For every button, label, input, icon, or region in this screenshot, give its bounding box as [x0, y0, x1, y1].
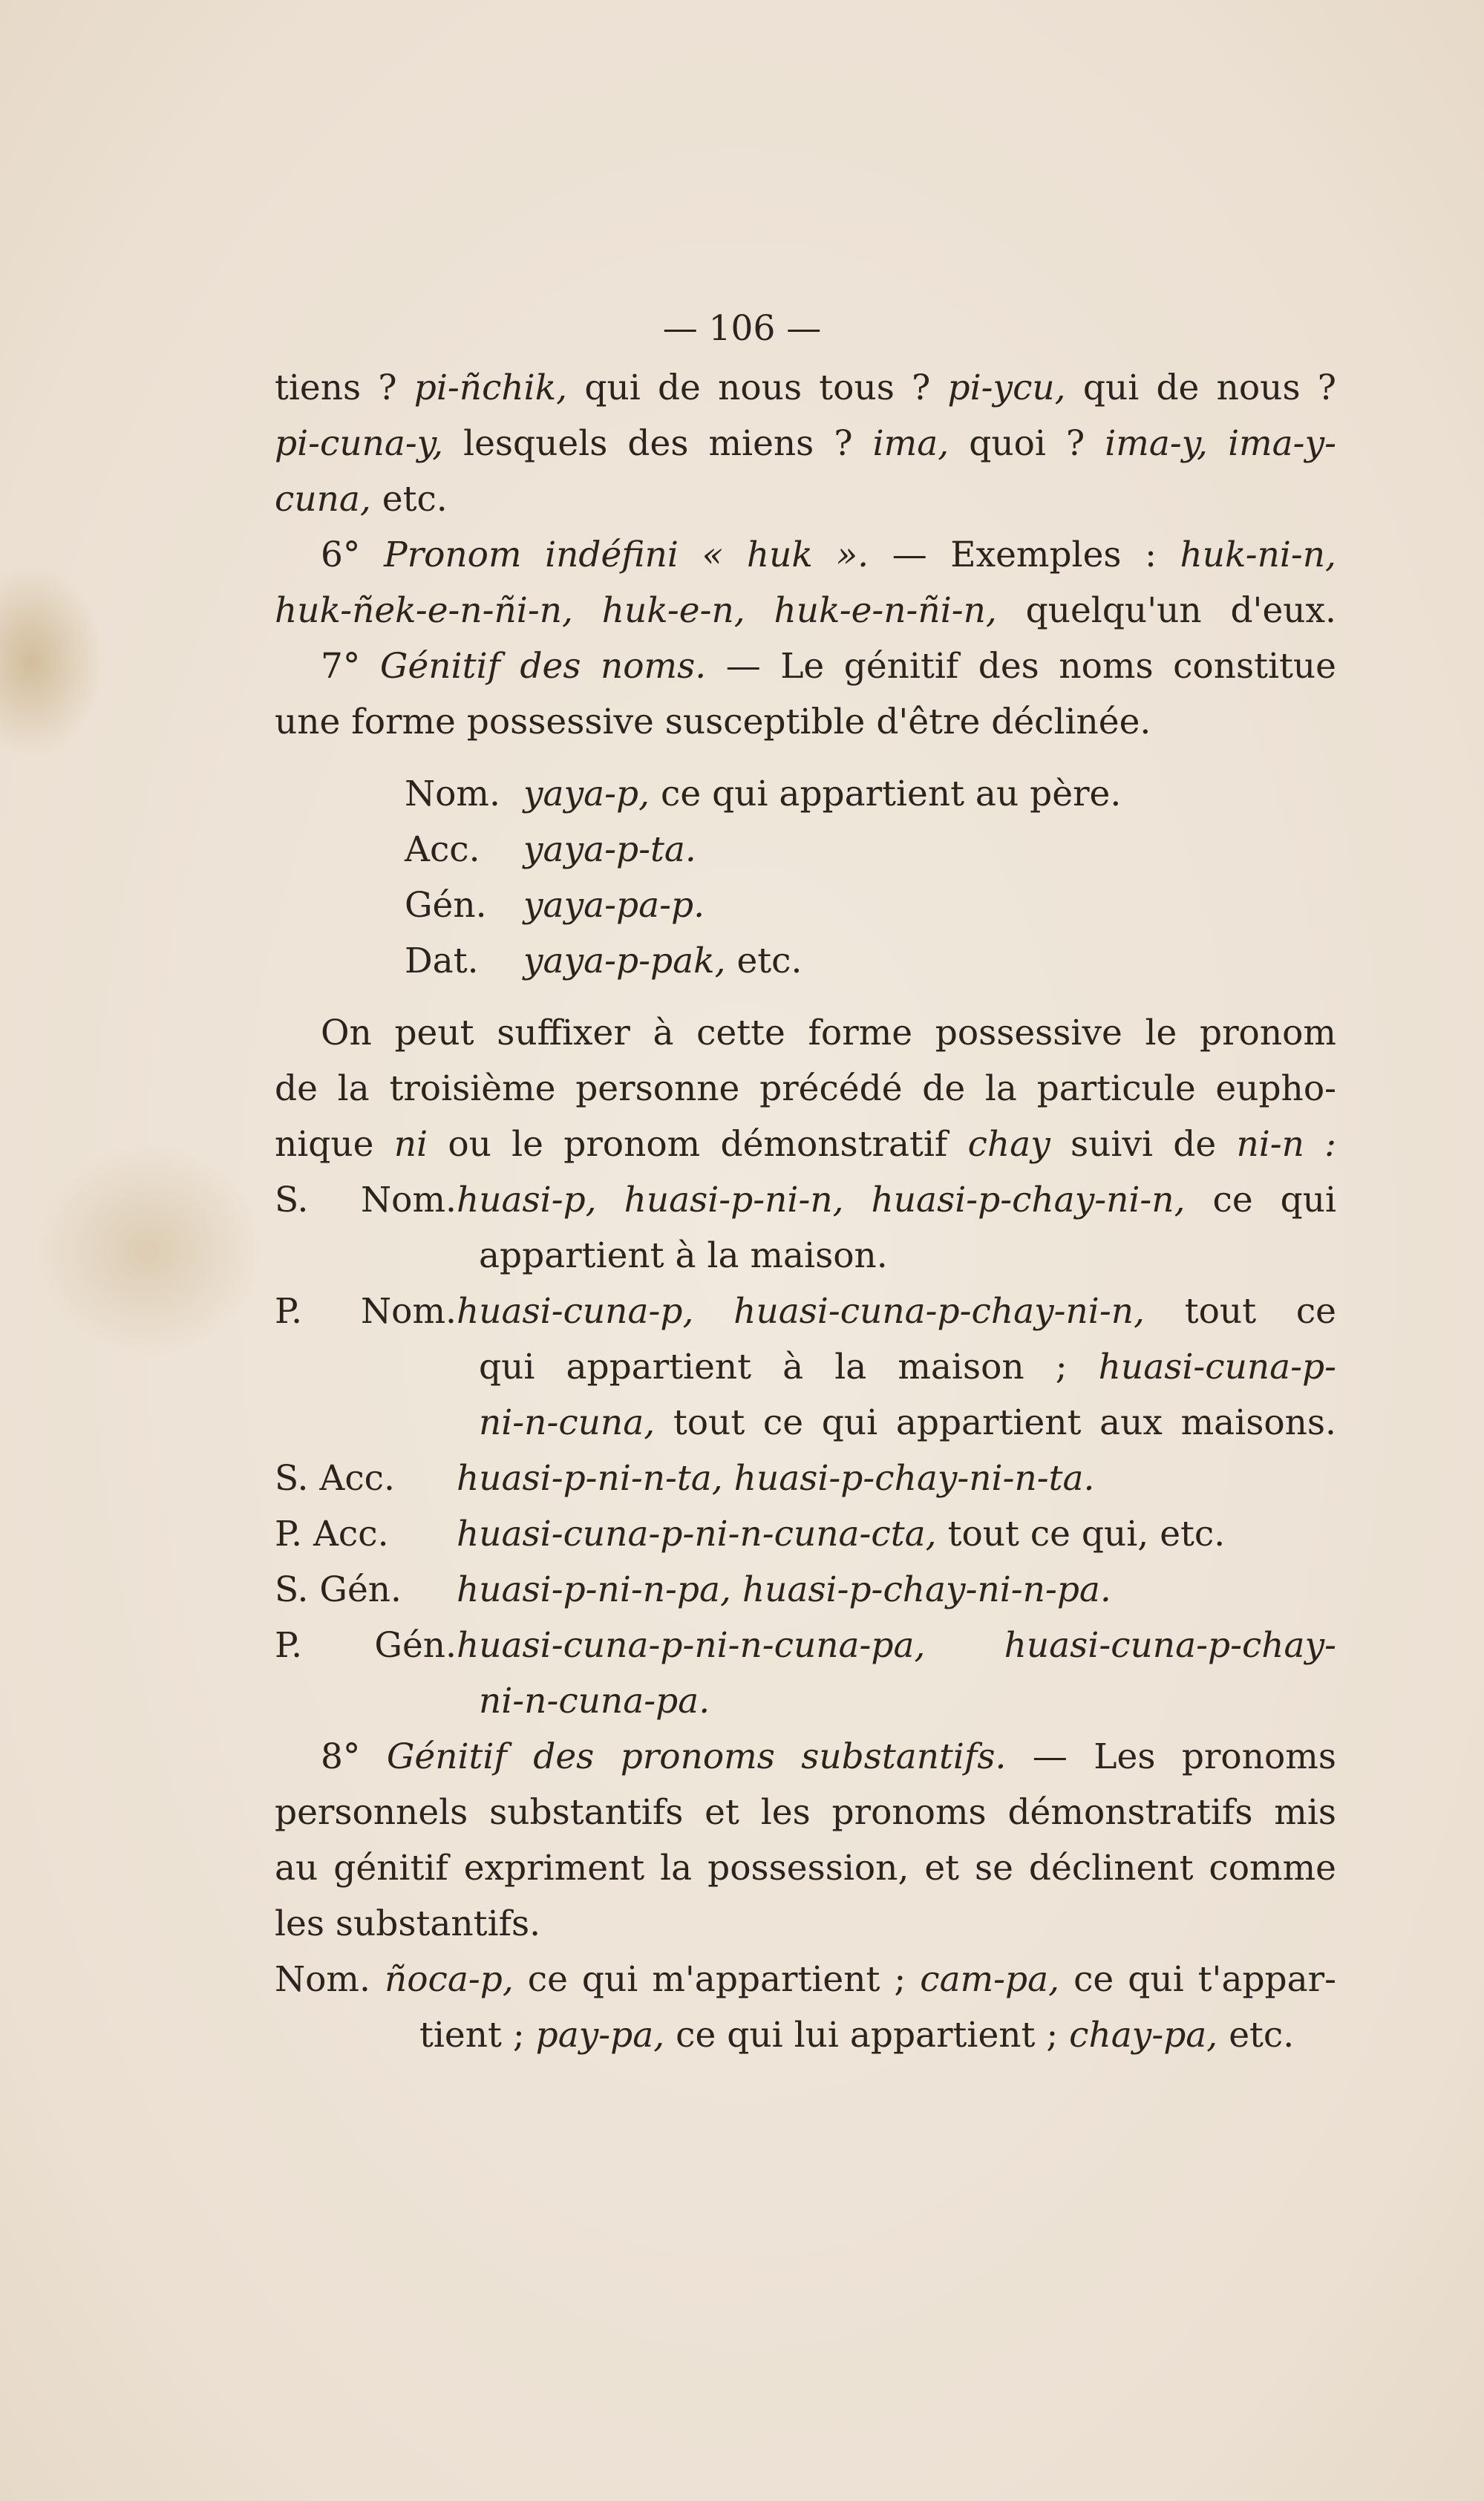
text-line: nique ni ou le pronom démonstratif chay suivi de ni-n : — [275, 1124, 1337, 1165]
text-line: On peut suffixer à cette forme possessive le pronom — [321, 1013, 1336, 1053]
text-line: pi-cuna-y, lesquels des miens ? ima, quoi ? ima-y, ima-y- — [275, 423, 1336, 464]
text-line: personnels substantifs et les pronoms démonstratifs mis — [275, 1792, 1336, 1833]
text-line: tient ; pay-pa, ce qui lui appartient ; chay-pa, etc. — [419, 2015, 1295, 2056]
section-heading-8: 8° Génitif des pronoms substantifs. — Les pronoms — [321, 1736, 1336, 1777]
text-line: huk-ñek-e-n-ñi-n, huk-e-n, huk-e-n-ñi-n, quelqu'un d'eux. — [275, 590, 1336, 631]
text-line: de la troisième personne précédé de la particule eupho- — [275, 1068, 1336, 1109]
declension-row: S. Acc. huasi-p-ni-n-ta, huasi-p-chay-ni-n-ta. — [275, 1458, 1095, 1499]
declension-row: Dat. yaya-p-pak, etc. — [405, 941, 803, 981]
text-line: une forme possessive susceptible d'être déclinée. — [275, 702, 1151, 742]
declension-row: S. Nom.huasi-p, huasi-p-ni-n, huasi-p-chay-ni-n, ce qui — [275, 1180, 1336, 1220]
text-line: tiens ? pi-ñchik, qui de nous tous ? pi-ycu, qui de nous ? — [275, 367, 1336, 408]
declension-row: Gén. yaya-pa-p. — [405, 885, 705, 926]
declension-row-continued: ni-n-cuna, tout ce qui appartient aux maisons. — [479, 1402, 1336, 1443]
declension-row: S. Gén. huasi-p-ni-n-pa, huasi-p-chay-ni-n-pa. — [275, 1569, 1111, 1610]
declension-row-continued: appartient à la maison. — [479, 1235, 888, 1276]
text-line: Nom. ñoca-p, ce qui m'appartient ; cam-pa, ce qui t'appar- — [275, 1959, 1337, 2000]
section-heading-7: 7° Génitif des noms. — Le génitif des noms constitue — [321, 646, 1336, 687]
declension-row-continued: qui appartient à la maison ; huasi-cuna-p- — [479, 1347, 1336, 1387]
declension-row: Acc. yaya-p-ta. — [405, 829, 696, 870]
text-line: au génitif expriment la possession, et se déclinent comme — [275, 1848, 1336, 1889]
text-line: les substantifs. — [275, 1903, 541, 1944]
declension-row: P. Gén.huasi-cuna-p-ni-n-cuna-pa, huasi-cuna-p-chay- — [275, 1625, 1336, 1666]
declension-row: Nom. yaya-p, ce qui appartient au père. — [405, 774, 1122, 814]
text-line: cuna, etc. — [275, 479, 448, 520]
body-text — [275, 360, 1336, 2063]
declension-row: P. Nom.huasi-cuna-p, huasi-cuna-p-chay-ni-n, tout ce — [275, 1291, 1336, 1332]
paper-stain — [0, 564, 104, 757]
section-heading-6: 6° Pronom indéfini « huk ». — Exemples : huk-ni-n, — [321, 534, 1336, 575]
page-number: — 106 — — [662, 308, 822, 349]
declension-row: P. Acc. huasi-cuna-p-ni-n-cuna-cta, tout ce qui, etc. — [275, 1514, 1226, 1554]
declension-row-continued: ni-n-cuna-pa. — [479, 1681, 710, 1722]
